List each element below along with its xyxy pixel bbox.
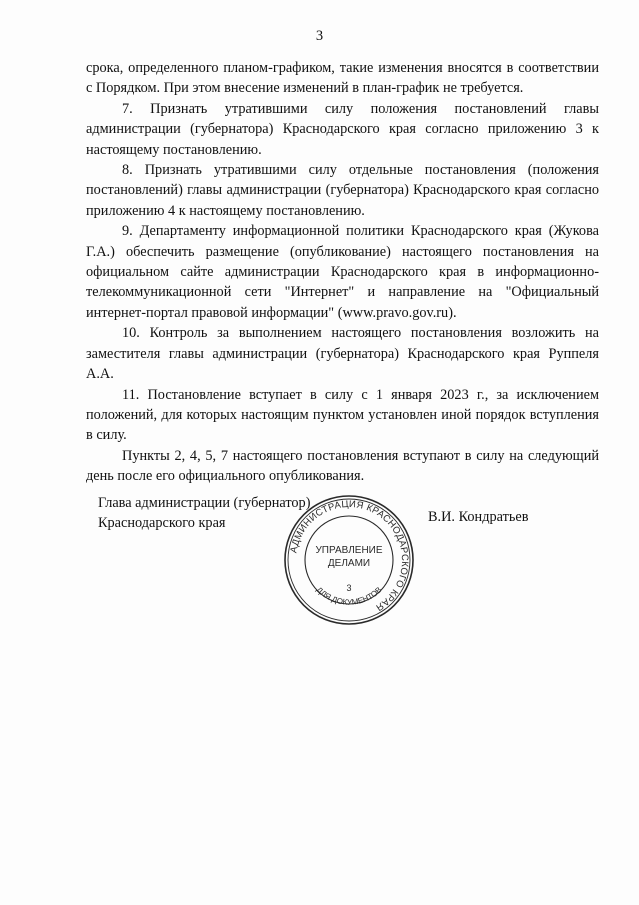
svg-text:УПРАВЛЕНИЕ: УПРАВЛЕНИЕ bbox=[315, 545, 383, 556]
svg-text:ДЛЯ ДОКУМЕНТОВ: ДЛЯ ДОКУМЕНТОВ bbox=[314, 585, 384, 607]
stamp-seal-icon bbox=[282, 493, 416, 627]
svg-text:3: 3 bbox=[346, 583, 352, 593]
paragraph-item-7: 7. Признать утратившими силу положения постановлений главы администрации (губернатора) Краснодарского края согласно приложению 3 к настоящему постановлению. bbox=[86, 100, 599, 158]
document-body bbox=[86, 58, 599, 487]
paragraph-effective-clauses: Пункты 2, 4, 5, 7 настоящего постановления вступают в силу на следующий день после его официального опубликования. bbox=[86, 447, 599, 485]
svg-text:ДЕЛАМИ: ДЕЛАМИ bbox=[327, 558, 371, 569]
signer-position-line2: Краснодарского края bbox=[98, 515, 226, 531]
paragraph-item-10: 10. Контроль за выполнением настоящего постановления возложить на заместителя главы администрации (губернатора) Краснодарского края Руппеля А.А. bbox=[86, 325, 599, 383]
paragraph-item-8: 8. Признать утратившими силу отдельные постановления (положения постановлений) главы администрации (губернатора) Краснодарского края согласно приложению 4 к настоящему постановлению. bbox=[86, 162, 599, 219]
paragraph-item-9: 9. Департаменту информационной политики Краснодарского края (Жукова Г.А.) обеспечить размещение (опубликование) настоящего постановления на официальном сайте администрации Краснодарского края в информационно-телекоммуникационной сети "Интернет" и направление на "Официальный интернет-портал правовой информации" (www.pravo.gov.ru). bbox=[86, 223, 599, 321]
signer-name: В.И. Кондратьев bbox=[428, 509, 529, 525]
paragraph-continuation: срока, определенного планом-графиком, такие изменения вносятся в соответствии с Порядком. При этом внесение изменений в план-график не требуется. bbox=[86, 60, 599, 97]
page-number: 3 bbox=[315, 28, 324, 44]
signer-position bbox=[98, 493, 310, 533]
paragraph-item-11: 11. Постановление вступает в силу с 1 января 2023 г., за исключением положений, для которых настоящим пунктом установлен иной порядок вступления в силу. bbox=[86, 386, 599, 444]
signer-position-line1: Глава администрации (губернатор) bbox=[98, 495, 311, 511]
svg-text:АДМИНИСТРАЦИЯ КРАСНОДАРСКОГО К: АДМИНИСТРАЦИЯ КРАСНОДАРСКОГО КРАЯ bbox=[288, 498, 411, 613]
official-stamp bbox=[282, 493, 416, 627]
